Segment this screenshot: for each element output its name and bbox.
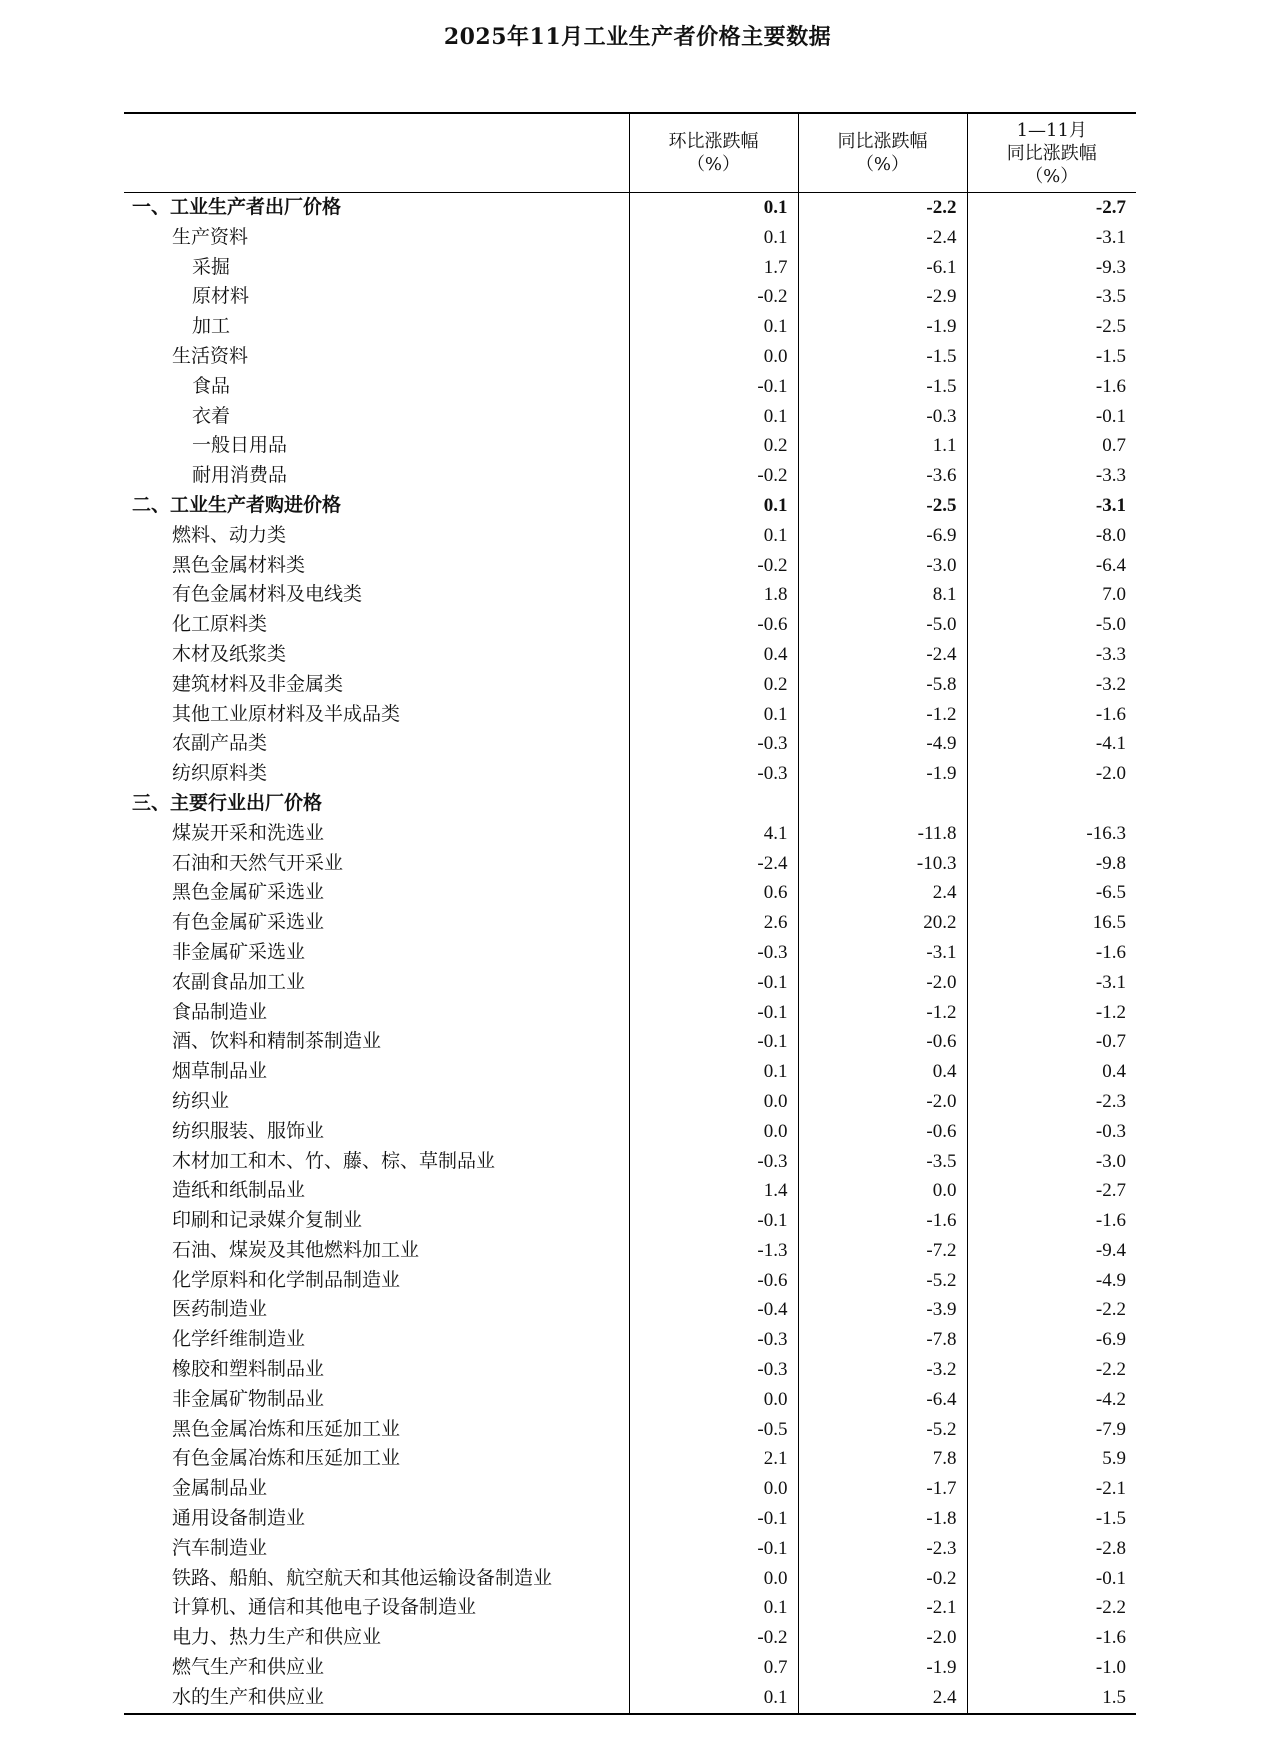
row-label: 一、工业生产者出厂价格 xyxy=(132,196,342,218)
row-label: 非金属矿采选业 xyxy=(172,940,306,963)
cell-ytd: -3.0 xyxy=(967,1147,1136,1177)
cell-ytd: -2.1 xyxy=(967,1474,1136,1504)
table-row xyxy=(124,968,1136,998)
cell-yoy: -6.4 xyxy=(798,1385,967,1415)
table-row xyxy=(124,282,1136,312)
cell-mom: 0.1 xyxy=(629,521,798,551)
cell-ytd: -4.2 xyxy=(967,1385,1136,1415)
cell-yoy: -3.9 xyxy=(798,1295,967,1325)
cell-mom: -0.1 xyxy=(629,1027,798,1057)
table-row xyxy=(124,670,1136,700)
cell-ytd: -1.6 xyxy=(967,1623,1136,1653)
cell-yoy: -0.2 xyxy=(798,1564,967,1594)
cell-mom: -0.6 xyxy=(629,1266,798,1296)
cell-mom: -0.3 xyxy=(629,938,798,968)
ppi-data-table xyxy=(124,112,1136,1715)
cell-ytd: -1.6 xyxy=(967,938,1136,968)
cell-mom: 0.0 xyxy=(629,1087,798,1117)
table-header xyxy=(124,113,1136,193)
cell-yoy: -1.5 xyxy=(798,342,967,372)
header-mom-line2: （%） xyxy=(686,154,741,175)
header-ytd-line1: 1—11月 xyxy=(1016,119,1087,141)
cell-yoy: 7.8 xyxy=(798,1444,967,1474)
cell-ytd: -1.2 xyxy=(967,998,1136,1028)
row-label: 印刷和记录媒介复制业 xyxy=(172,1209,363,1232)
row-label: 建筑材料及非金属类 xyxy=(172,672,344,695)
cell-mom: 0.1 xyxy=(629,1057,798,1087)
cell-yoy: -7.2 xyxy=(798,1236,967,1266)
cell-mom: -0.1 xyxy=(629,1534,798,1564)
table-row xyxy=(124,1623,1136,1653)
header-ytd-line2: 同比涨跌幅 xyxy=(1006,142,1097,164)
cell-yoy: -2.0 xyxy=(798,968,967,998)
row-label: 石油、煤炭及其他燃料加工业 xyxy=(172,1238,420,1261)
cell-yoy: -1.6 xyxy=(798,1206,967,1236)
cell-ytd: -0.1 xyxy=(967,402,1136,432)
row-label: 化工原料类 xyxy=(172,613,268,636)
cell-mom: -0.3 xyxy=(629,759,798,789)
cell-ytd: -1.5 xyxy=(967,1504,1136,1534)
row-label: 电力、热力生产和供应业 xyxy=(172,1626,382,1649)
table-row xyxy=(124,640,1136,670)
cell-mom: -0.2 xyxy=(629,282,798,312)
cell-yoy: -1.9 xyxy=(798,1653,967,1683)
row-label: 三、主要行业出厂价格 xyxy=(132,791,323,814)
cell-mom: -0.1 xyxy=(629,998,798,1028)
cell-mom: -0.4 xyxy=(629,1295,798,1325)
cell-ytd: -1.6 xyxy=(967,700,1136,730)
table-row xyxy=(124,1474,1136,1504)
row-label: 黑色金属矿采选业 xyxy=(172,881,325,904)
row-label: 食品制造业 xyxy=(172,1000,268,1023)
cell-mom: 1.7 xyxy=(629,253,798,283)
table-body xyxy=(124,193,1136,1714)
cell-mom: -0.1 xyxy=(629,968,798,998)
cell-yoy xyxy=(798,789,967,819)
table-row xyxy=(124,551,1136,581)
cell-ytd: -0.7 xyxy=(967,1027,1136,1057)
cell-yoy: 2.4 xyxy=(798,878,967,908)
cell-ytd: -6.4 xyxy=(967,551,1136,581)
row-label: 生活资料 xyxy=(172,344,249,367)
cell-yoy: -5.2 xyxy=(798,1415,967,1445)
table-row xyxy=(124,253,1136,283)
row-label: 造纸和纸制品业 xyxy=(172,1179,306,1202)
table-row xyxy=(124,729,1136,759)
row-label: 黑色金属冶炼和压延加工业 xyxy=(172,1417,401,1440)
row-label: 采掘 xyxy=(192,255,231,278)
table-row xyxy=(124,938,1136,968)
cell-mom: -0.3 xyxy=(629,1325,798,1355)
header-item xyxy=(124,113,629,193)
cell-ytd: -7.9 xyxy=(967,1415,1136,1445)
row-label: 通用设备制造业 xyxy=(172,1507,306,1530)
cell-ytd: -8.0 xyxy=(967,521,1136,551)
row-label: 医药制造业 xyxy=(172,1298,268,1321)
cell-yoy: -3.6 xyxy=(798,461,967,491)
cell-mom: -0.2 xyxy=(629,551,798,581)
cell-ytd: -4.1 xyxy=(967,729,1136,759)
row-label: 纺织业 xyxy=(172,1089,230,1112)
row-label: 汽车制造业 xyxy=(172,1536,268,1559)
row-label: 耐用消费品 xyxy=(192,464,288,487)
table-row xyxy=(124,1653,1136,1683)
cell-ytd: -2.8 xyxy=(967,1534,1136,1564)
cell-yoy: -3.1 xyxy=(798,938,967,968)
table-row xyxy=(124,1057,1136,1087)
cell-ytd: -3.1 xyxy=(967,968,1136,998)
cell-yoy: -2.4 xyxy=(798,223,967,253)
cell-mom: 2.1 xyxy=(629,1444,798,1474)
cell-ytd: 0.7 xyxy=(967,431,1136,461)
cell-ytd: -9.4 xyxy=(967,1236,1136,1266)
cell-mom: 0.4 xyxy=(629,640,798,670)
cell-yoy: -1.8 xyxy=(798,1504,967,1534)
cell-ytd: 0.4 xyxy=(967,1057,1136,1087)
cell-yoy: -0.6 xyxy=(798,1027,967,1057)
cell-ytd: 16.5 xyxy=(967,908,1136,938)
header-ytd-line3: （%） xyxy=(1025,165,1079,187)
cell-yoy: -5.2 xyxy=(798,1266,967,1296)
cell-ytd: -2.2 xyxy=(967,1593,1136,1623)
row-label: 农副产品类 xyxy=(172,732,268,755)
table-row xyxy=(124,1415,1136,1445)
cell-mom: 0.0 xyxy=(629,1385,798,1415)
table-row xyxy=(124,1176,1136,1206)
table-row xyxy=(124,1355,1136,1385)
cell-ytd xyxy=(967,789,1136,819)
cell-ytd: -1.6 xyxy=(967,1206,1136,1236)
row-label: 计算机、通信和其他电子设备制造业 xyxy=(172,1596,477,1619)
table-row xyxy=(124,1564,1136,1594)
cell-yoy: -2.4 xyxy=(798,640,967,670)
cell-ytd: 5.9 xyxy=(967,1444,1136,1474)
cell-ytd: -2.0 xyxy=(967,759,1136,789)
cell-yoy: -0.6 xyxy=(798,1117,967,1147)
table-row xyxy=(124,461,1136,491)
cell-ytd: -9.3 xyxy=(967,253,1136,283)
row-label: 木材加工和木、竹、藤、棕、草制品业 xyxy=(172,1149,496,1172)
row-label: 一般日用品 xyxy=(192,434,288,457)
table-row xyxy=(124,193,1136,223)
cell-yoy: -6.1 xyxy=(798,253,967,283)
row-label: 木材及纸浆类 xyxy=(172,642,287,665)
cell-mom: -0.1 xyxy=(629,1504,798,1534)
cell-mom xyxy=(629,789,798,819)
cell-yoy: -5.8 xyxy=(798,670,967,700)
cell-yoy: -2.0 xyxy=(798,1623,967,1653)
cell-mom: -0.3 xyxy=(629,1355,798,1385)
row-label: 化学原料和化学制品制造业 xyxy=(172,1268,401,1291)
cell-mom: -0.2 xyxy=(629,461,798,491)
cell-ytd: -1.6 xyxy=(967,372,1136,402)
cell-ytd: -6.9 xyxy=(967,1325,1136,1355)
cell-mom: 0.1 xyxy=(629,491,798,521)
cell-ytd: -3.5 xyxy=(967,282,1136,312)
cell-ytd: -3.2 xyxy=(967,670,1136,700)
header-mom xyxy=(629,113,798,193)
cell-mom: 1.4 xyxy=(629,1176,798,1206)
table-row xyxy=(124,521,1136,551)
cell-ytd: -2.2 xyxy=(967,1295,1136,1325)
cell-mom: 0.1 xyxy=(629,700,798,730)
cell-mom: 0.1 xyxy=(629,1593,798,1623)
cell-yoy: -1.2 xyxy=(798,700,967,730)
header-ytd xyxy=(967,113,1136,193)
header-mom-line1: 环比涨跌幅 xyxy=(668,131,759,152)
cell-yoy: -1.7 xyxy=(798,1474,967,1504)
row-label: 水的生产和供应业 xyxy=(124,1683,629,1714)
cell-mom: -0.2 xyxy=(629,1623,798,1653)
cell-ytd: -16.3 xyxy=(967,819,1136,849)
row-label: 食品 xyxy=(192,374,231,397)
table-row xyxy=(124,491,1136,521)
cell-yoy: -1.9 xyxy=(798,759,967,789)
cell-yoy: 2.4 xyxy=(798,1683,967,1714)
cell-mom: -0.1 xyxy=(629,1206,798,1236)
cell-ytd: -6.5 xyxy=(967,878,1136,908)
row-label: 铁路、船舶、航空航天和其他运输设备制造业 xyxy=(172,1566,553,1589)
cell-yoy: -0.3 xyxy=(798,402,967,432)
cell-mom: -1.3 xyxy=(629,1236,798,1266)
table-row xyxy=(124,1147,1136,1177)
cell-mom: 0.0 xyxy=(629,1117,798,1147)
cell-mom: 0.1 xyxy=(629,193,798,223)
cell-ytd: -1.0 xyxy=(967,1653,1136,1683)
table-row xyxy=(124,1593,1136,1623)
row-label: 橡胶和塑料制品业 xyxy=(172,1358,325,1381)
cell-yoy: -3.0 xyxy=(798,551,967,581)
row-label: 原材料 xyxy=(192,285,250,308)
row-label: 燃料、动力类 xyxy=(172,523,287,546)
cell-mom: -0.1 xyxy=(629,372,798,402)
table-row xyxy=(124,878,1136,908)
table-row xyxy=(124,819,1136,849)
cell-mom: 0.6 xyxy=(629,878,798,908)
cell-mom: -0.3 xyxy=(629,1147,798,1177)
cell-yoy: -3.2 xyxy=(798,1355,967,1385)
row-label: 金属制品业 xyxy=(172,1477,268,1500)
cell-ytd: -2.7 xyxy=(967,193,1136,223)
cell-yoy: -1.9 xyxy=(798,312,967,342)
row-label: 纺织原料类 xyxy=(172,762,268,785)
table-row xyxy=(124,700,1136,730)
row-label: 生产资料 xyxy=(172,225,249,248)
cell-ytd: -2.3 xyxy=(967,1087,1136,1117)
row-label: 有色金属矿采选业 xyxy=(172,911,325,934)
cell-ytd: -5.0 xyxy=(967,610,1136,640)
header-yoy xyxy=(798,113,967,193)
cell-yoy: -1.2 xyxy=(798,998,967,1028)
table-row xyxy=(124,1266,1136,1296)
cell-yoy: -7.8 xyxy=(798,1325,967,1355)
table-row xyxy=(124,312,1136,342)
table-row xyxy=(124,1027,1136,1057)
cell-mom: 0.2 xyxy=(629,670,798,700)
table-row xyxy=(124,1444,1136,1474)
row-label: 黑色金属材料类 xyxy=(172,553,306,576)
header-yoy-line1: 同比涨跌幅 xyxy=(837,131,928,152)
cell-ytd: -3.3 xyxy=(967,640,1136,670)
table-row xyxy=(124,908,1136,938)
cell-ytd: -0.3 xyxy=(967,1117,1136,1147)
cell-ytd: -9.8 xyxy=(967,849,1136,879)
table-row xyxy=(124,223,1136,253)
cell-ytd: -0.1 xyxy=(967,1564,1136,1594)
cell-mom: -0.6 xyxy=(629,610,798,640)
cell-yoy: 0.4 xyxy=(798,1057,967,1087)
row-label: 化学纤维制造业 xyxy=(172,1328,306,1351)
row-label: 非金属矿物制品业 xyxy=(172,1387,325,1410)
cell-yoy: -1.5 xyxy=(798,372,967,402)
table-row xyxy=(124,849,1136,879)
cell-yoy: -2.0 xyxy=(798,1087,967,1117)
table-row xyxy=(124,1385,1136,1415)
cell-ytd: 7.0 xyxy=(967,580,1136,610)
table-row xyxy=(124,372,1136,402)
cell-ytd: -4.9 xyxy=(967,1266,1136,1296)
table-row xyxy=(124,1683,1136,1714)
row-label: 其他工业原材料及半成品类 xyxy=(172,702,401,725)
row-label: 纺织服装、服饰业 xyxy=(172,1119,325,1142)
header-yoy-line2: （%） xyxy=(855,154,910,175)
cell-mom: 0.0 xyxy=(629,1564,798,1594)
row-label: 有色金属材料及电线类 xyxy=(172,583,363,606)
cell-ytd: -2.2 xyxy=(967,1355,1136,1385)
table-row xyxy=(124,610,1136,640)
row-label: 加工 xyxy=(192,315,231,338)
cell-ytd: 1.5 xyxy=(967,1683,1136,1714)
table-row xyxy=(124,1295,1136,1325)
table-row xyxy=(124,431,1136,461)
row-label: 农副食品加工业 xyxy=(172,970,306,993)
cell-yoy: -3.5 xyxy=(798,1147,967,1177)
cell-yoy: -2.1 xyxy=(798,1593,967,1623)
row-label: 酒、饮料和精制茶制造业 xyxy=(172,1030,382,1053)
table-row xyxy=(124,580,1136,610)
table-row xyxy=(124,1325,1136,1355)
cell-mom: -2.4 xyxy=(629,849,798,879)
cell-yoy: 0.0 xyxy=(798,1176,967,1206)
cell-yoy: -2.2 xyxy=(798,193,967,223)
row-label: 衣着 xyxy=(192,404,231,427)
cell-yoy: -11.8 xyxy=(798,819,967,849)
row-label: 有色金属冶炼和压延加工业 xyxy=(172,1447,401,1470)
cell-mom: -0.5 xyxy=(629,1415,798,1445)
cell-mom: 0.1 xyxy=(629,223,798,253)
cell-ytd: -3.3 xyxy=(967,461,1136,491)
cell-ytd: -2.5 xyxy=(967,312,1136,342)
cell-yoy: -4.9 xyxy=(798,729,967,759)
row-label: 二、工业生产者购进价格 xyxy=(132,493,342,516)
cell-mom: 0.1 xyxy=(629,312,798,342)
cell-mom: 1.8 xyxy=(629,580,798,610)
table-row xyxy=(124,759,1136,789)
cell-mom: 0.7 xyxy=(629,1653,798,1683)
cell-yoy: 8.1 xyxy=(798,580,967,610)
cell-mom: 4.1 xyxy=(629,819,798,849)
cell-yoy: 1.1 xyxy=(798,431,967,461)
cell-yoy: 20.2 xyxy=(798,908,967,938)
cell-yoy: -6.9 xyxy=(798,521,967,551)
cell-mom: -0.3 xyxy=(629,729,798,759)
cell-ytd: -3.1 xyxy=(967,491,1136,521)
cell-mom: 0.2 xyxy=(629,431,798,461)
table-row xyxy=(124,1504,1136,1534)
cell-yoy: -2.9 xyxy=(798,282,967,312)
row-label: 石油和天然气开采业 xyxy=(172,851,344,874)
table-row xyxy=(124,402,1136,432)
row-label: 煤炭开采和洗选业 xyxy=(172,821,325,844)
cell-mom: 0.0 xyxy=(629,1474,798,1504)
table-row xyxy=(124,342,1136,372)
cell-yoy: -2.5 xyxy=(798,491,967,521)
table-row xyxy=(124,998,1136,1028)
table-row xyxy=(124,1087,1136,1117)
cell-ytd: -1.5 xyxy=(967,342,1136,372)
row-label: 烟草制品业 xyxy=(172,1060,268,1083)
cell-yoy: -2.3 xyxy=(798,1534,967,1564)
table-row xyxy=(124,789,1136,819)
cell-yoy: -5.0 xyxy=(798,610,967,640)
cell-mom: 0.1 xyxy=(629,1683,798,1714)
table-row xyxy=(124,1206,1136,1236)
cell-ytd: -2.7 xyxy=(967,1176,1136,1206)
cell-yoy: -10.3 xyxy=(798,849,967,879)
table-row xyxy=(124,1117,1136,1147)
page-title: 2025年11月工业生产者价格主要数据 xyxy=(443,24,832,50)
table-row xyxy=(124,1236,1136,1266)
cell-mom: 0.1 xyxy=(629,402,798,432)
cell-ytd: -3.1 xyxy=(967,223,1136,253)
cell-mom: 0.0 xyxy=(629,342,798,372)
table-row xyxy=(124,1534,1136,1564)
row-label: 燃气生产和供应业 xyxy=(172,1656,325,1679)
cell-mom: 2.6 xyxy=(629,908,798,938)
